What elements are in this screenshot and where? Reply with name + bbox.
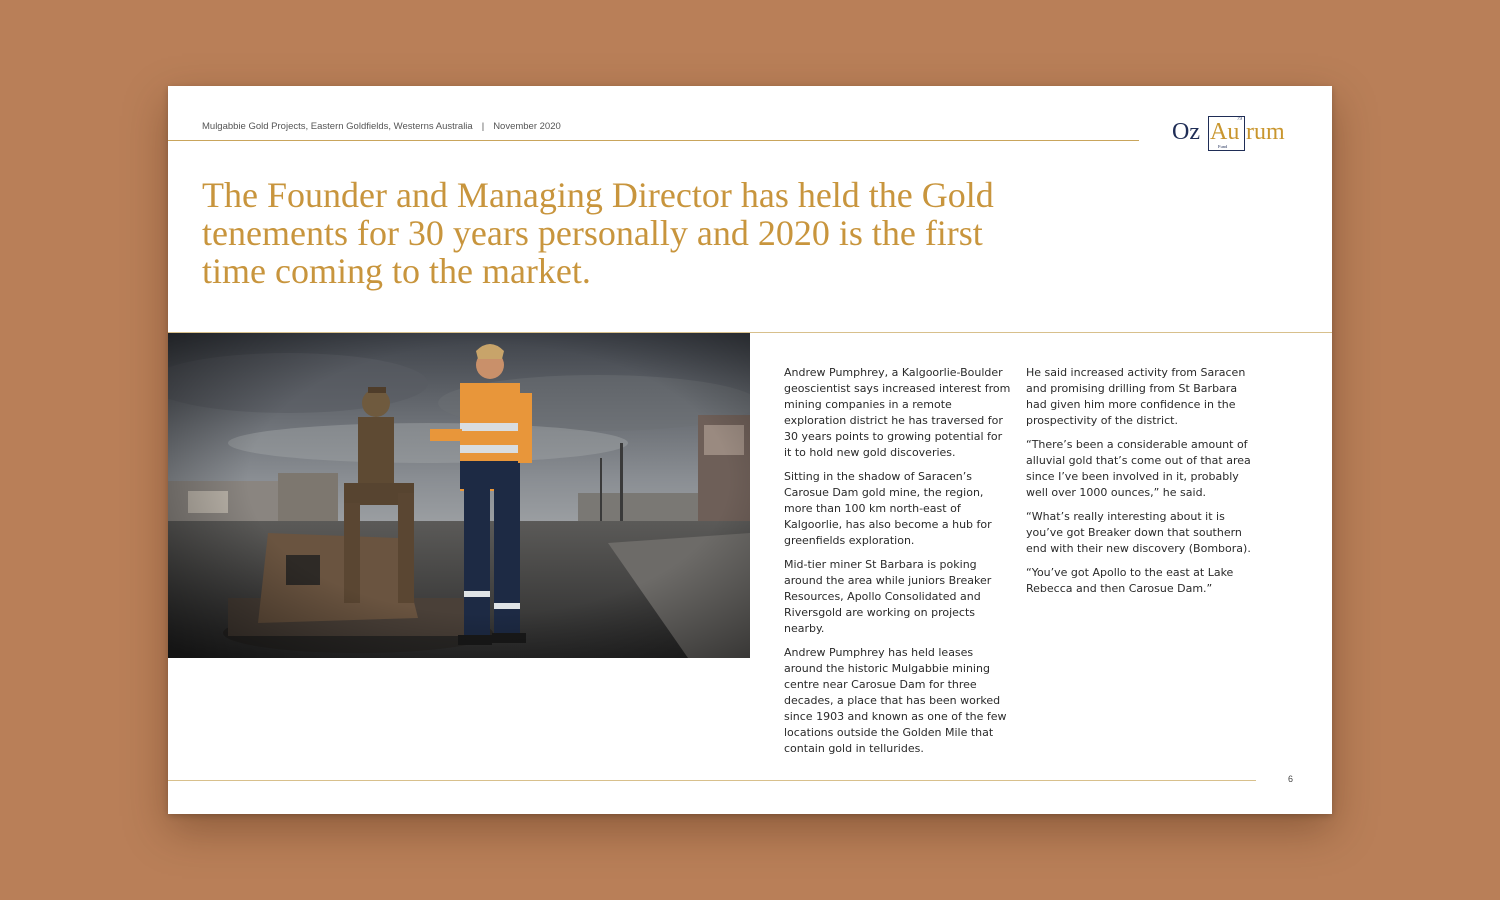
paragraph: “There’s been a considerable amount of alluvial gold that’s come out of that area since I’ve been involved in it, probably well over 1000 ounces,” he said. [1026, 438, 1251, 499]
logo-rum: rum [1246, 119, 1285, 145]
paragraph: Sitting in the shadow of Saracen’s Carosue Dam gold mine, the region, more than 100 km north-east of Kalgoorlie, has also become a hub for greenfields exploration. [784, 470, 992, 547]
page-headline: The Founder and Managing Director has held the Gold tenements for 30 years personally and 2020 is the first time coming to the market. [202, 175, 994, 291]
photo-illustration [168, 333, 750, 658]
running-header [202, 121, 561, 132]
ozaurum-logo [1172, 116, 1300, 152]
paragraph: Andrew Pumphrey has held leases around the historic Mulgabbie mining centre near Carosue Dam for three decades, a place that has been worked since 1903 and known as one of the few locations outside the Golden Mile that contain gold in tellurides. [784, 646, 1007, 755]
paragraph: Mid-tier miner St Barbara is poking around the area while juniors Breaker Resources, Apollo Consolidated and Riversgold are working on projects nearby. [784, 558, 992, 635]
text-column-1 [784, 365, 1012, 765]
logo-au: Au [1210, 119, 1240, 145]
paragraph: He said increased activity from Saracen and promising drilling from St Barbara had given him more confidence in the prospectivity of the district. [1026, 366, 1246, 427]
logo-oz: Oz [1172, 119, 1200, 145]
paragraph: Andrew Pumphrey, a Kalgoorlie-Boulder geoscientist says increased interest from mining companies in a remote exploration district he has traversed for 30 years points to growing potential for it to hold new gold discoveries. [784, 366, 1011, 459]
logo-superscript: 79 [1237, 117, 1242, 122]
paragraph: “You’ve got Apollo to the east at Lake Rebecca and then Carosue Dam.” [1026, 566, 1234, 595]
logo-subscript: Fund [1218, 144, 1228, 149]
header-separator: | [481, 121, 485, 132]
founder-statue-photo [168, 333, 750, 658]
header-date: November 2020 [493, 121, 561, 132]
text-column-2 [1026, 365, 1254, 605]
header-rule [168, 140, 1139, 141]
page-number: 6 [1288, 774, 1294, 784]
document-page [168, 86, 1332, 814]
header-project: Mulgabbie Gold Projects, Eastern Goldfields, Westerns Australia [202, 121, 473, 132]
footer-rule [168, 780, 1256, 781]
paragraph: “What’s really interesting about it is you’ve got Breaker down that southern end with their new discovery (Bombora). [1026, 510, 1251, 555]
